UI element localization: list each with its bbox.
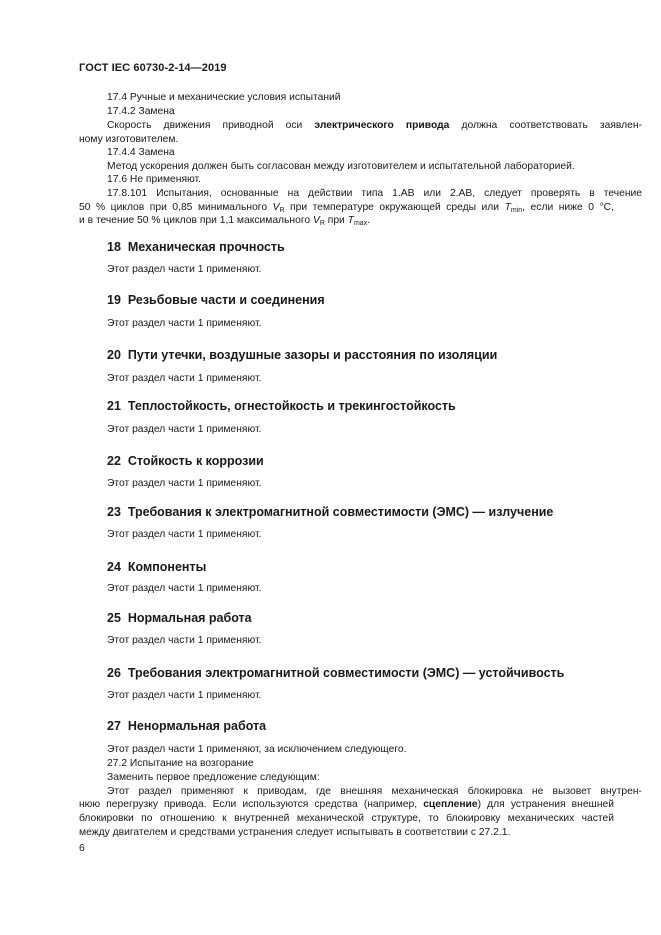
section-22-heading: 22 Стойкость к коррозии [107,454,264,468]
section-21-text: Этот раздел части 1 применяют. [107,424,262,435]
clause-17-4-2-text-line1: Скорость движения приводной оси электрического привода должна соответствовать заявлен- [107,120,643,131]
section-21-heading: 21 Теплостойкость, огнестойкость и трекингостойкость [107,399,456,413]
section-22-text: Этот раздел части 1 применяют. [107,478,262,489]
section-18-text: Этот раздел части 1 применяют. [107,264,262,275]
section-26-text: Этот раздел части 1 применяют. [107,690,262,701]
section-19-text: Этот раздел части 1 применяют. [107,318,262,329]
section-23-heading: 23 Требования к электромагнитной совместимости (ЭМС) — излучение [107,505,554,519]
clause-27-2-replace-note: Заменить первое предложение следующим: [107,772,320,783]
clause-17-8-101-line3: и в течение 50 % циклов при 1,1 максимального $V_R$ при $T_{max}$. [79,215,371,227]
clause-27-2-text-line3: блокировки по отношению к внутренней механической структуре, то блокировку механических частей [79,813,614,824]
clause-17-4: 17.4 Ручные и механические условия испытаний [107,92,341,103]
clause-17-8-101-line1: 17.8.101 Испытания, основанные на действии типа 1.АВ или 2.АВ, следует проверять в течение [107,188,642,199]
clause-17-4-2-text-line2: ному изготовителем. [79,134,179,145]
section-25-heading: 25 Нормальная работа [107,611,252,625]
section-24-text: Этот раздел части 1 применяют. [107,583,262,594]
section-20-heading: 20 Пути утечки, воздушные зазоры и расстояния по изоляции [107,348,498,362]
page-number: 6 [79,843,85,854]
clause-27-2-text-line4: между двигателем и средствами устранения следует испытывать в соответствии с 27.2.1. [79,827,511,838]
clause-27-2-text-line2: нюю перегрузку привода. Если используются средства (например, сцепление) для устранения внешней [79,799,614,810]
section-19-heading: 19 Резьбовые части и соединения [107,293,325,307]
section-27-heading: 27 Ненормальная работа [107,719,267,733]
section-23-text: Этот раздел части 1 применяют. [107,529,262,540]
section-18-heading: 18 Механическая прочность [107,240,285,254]
clause-17-4-2: 17.4.2 Замена [107,106,175,117]
clause-27-2-text-line1: Этот раздел применяют к приводам, где внешняя механическая блокировка не вызовет внутрен- [107,786,642,797]
clause-17-6: 17.6 Не применяют. [107,174,201,185]
section-20-text: Этот раздел части 1 применяют. [107,373,262,384]
section-27-text: Этот раздел части 1 применяют, за исключением следующего. [107,744,407,755]
section-25-text: Этот раздел части 1 применяют. [107,635,262,646]
clause-17-8-101-line2: 50 % циклов при 0,85 минимального $V_R$ при температуре окружающей среды или $T_{min}$, если ниже 0 °C, [79,202,614,214]
section-26-heading: 26 Требования электромагнитной совместимости (ЭМС) — устойчивость [107,666,565,680]
clause-17-4-4: 17.4.4 Замена [107,147,175,158]
clause-17-4-4-text: Метод ускорения должен быть согласован между изготовителем и испытательной лабораторией. [107,161,575,172]
document-header: ГОСТ IEC 60730-2-14—2019 [79,62,227,74]
clause-27-2: 27.2 Испытание на возгорание [107,758,254,769]
section-24-heading: 24 Компоненты [107,560,207,574]
